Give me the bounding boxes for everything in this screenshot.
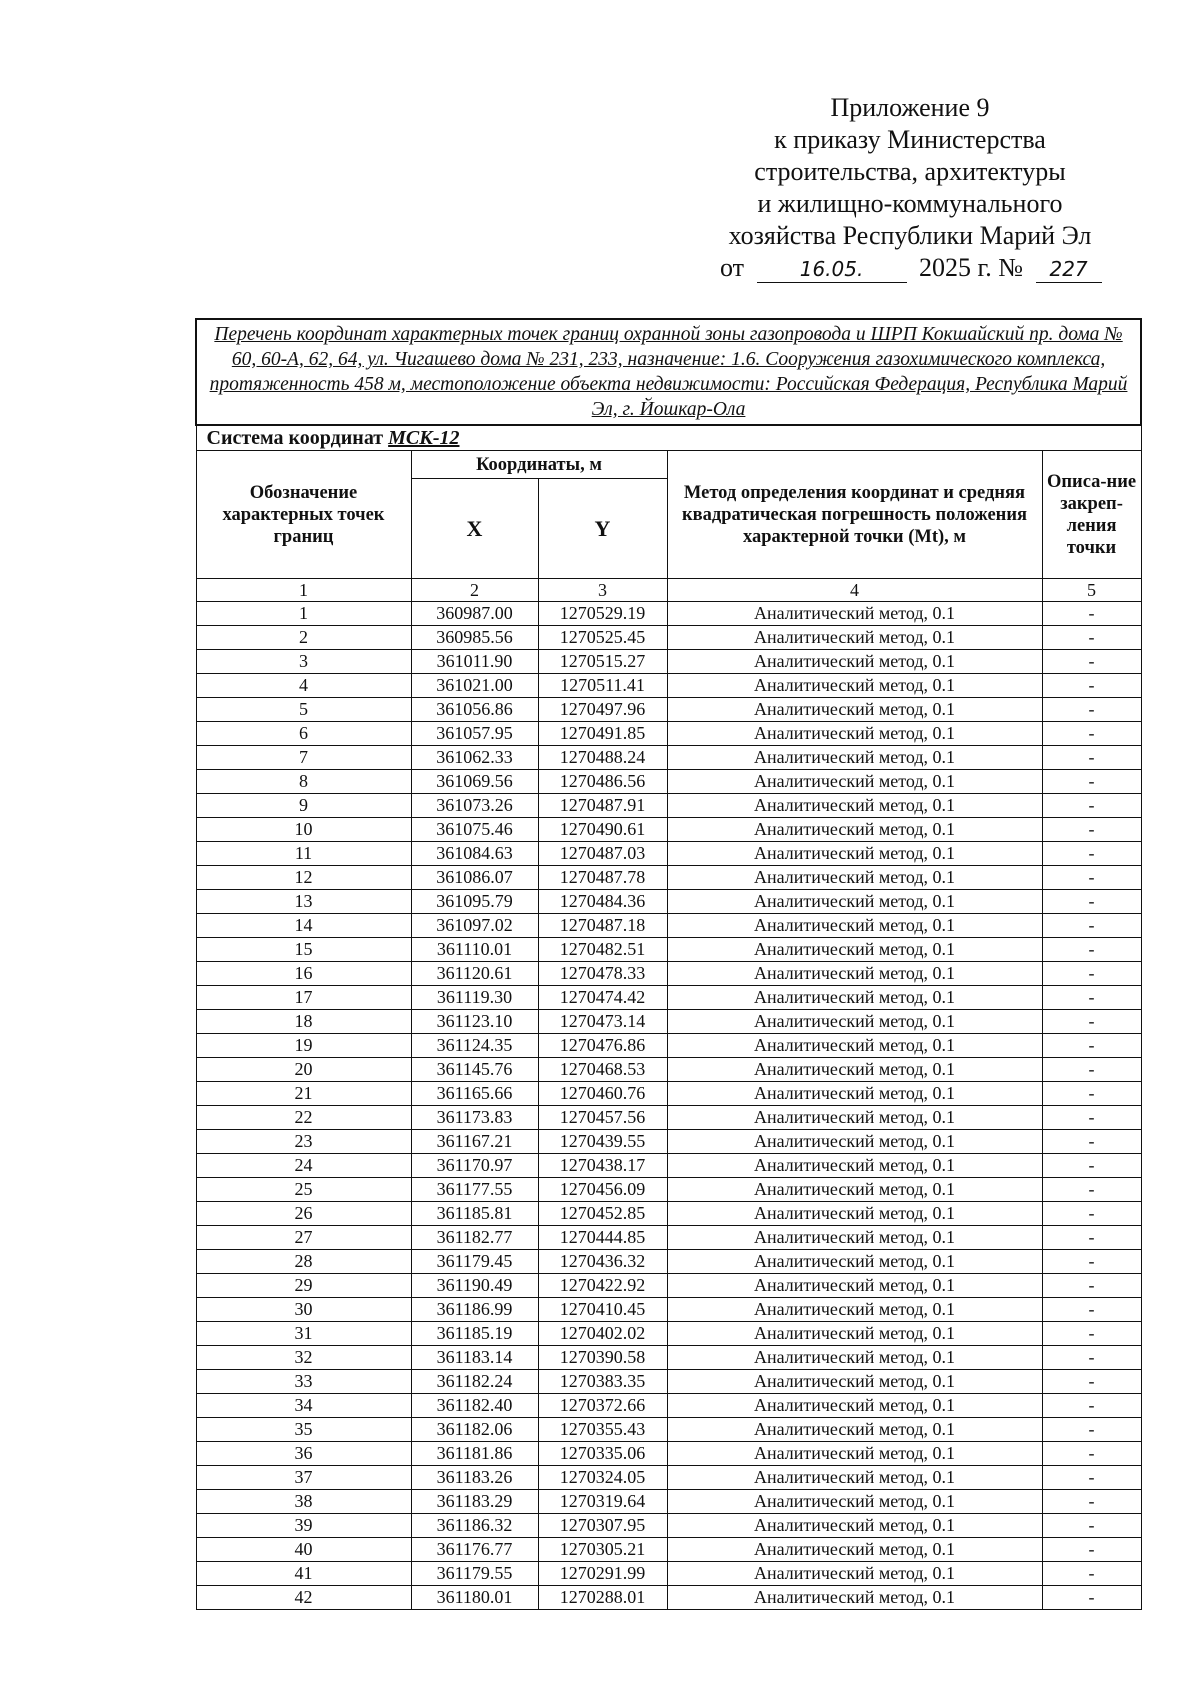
y-coordinate: 1270473.14 [538, 1010, 667, 1034]
x-coordinate: 361011.90 [411, 650, 538, 674]
table-row [196, 1226, 1141, 1250]
method-cell: Аналитический метод, 0.1 [667, 938, 1042, 962]
x-coordinate: 361183.14 [411, 1346, 538, 1370]
method-cell: Аналитический метод, 0.1 [667, 1058, 1042, 1082]
table-row [196, 890, 1141, 914]
header-point: Обозначение характерных точек границ [196, 451, 411, 579]
method-cell: Аналитический метод, 0.1 [667, 1178, 1042, 1202]
x-coordinate: 361056.86 [411, 698, 538, 722]
point-number: 31 [196, 1322, 411, 1346]
description-cell: - [1042, 1034, 1141, 1058]
coordinate-system-value: МСК-12 [388, 427, 460, 449]
description-cell: - [1042, 818, 1141, 842]
x-coordinate: 361167.21 [411, 1130, 538, 1154]
description-cell: - [1042, 1154, 1141, 1178]
table-row [196, 1394, 1141, 1418]
point-number: 17 [196, 986, 411, 1010]
handwritten-order-number: 227 [1036, 256, 1102, 283]
y-coordinate: 1270438.17 [538, 1154, 667, 1178]
table-row [196, 1178, 1141, 1202]
method-cell: Аналитический метод, 0.1 [667, 674, 1042, 698]
x-coordinate: 361120.61 [411, 962, 538, 986]
x-coordinate: 361190.49 [411, 1274, 538, 1298]
description-cell: - [1042, 842, 1141, 866]
table-row [196, 770, 1141, 794]
x-coordinate: 361073.26 [411, 794, 538, 818]
method-cell: Аналитический метод, 0.1 [667, 1466, 1042, 1490]
y-coordinate: 1270410.45 [538, 1298, 667, 1322]
description-cell: - [1042, 1178, 1141, 1202]
x-coordinate: 361186.32 [411, 1514, 538, 1538]
header-line: и жилищно-коммунального [757, 189, 1063, 218]
point-number: 8 [196, 770, 411, 794]
x-coordinate: 361180.01 [411, 1586, 538, 1610]
date-prefix: от [720, 253, 745, 282]
description-cell: - [1042, 1130, 1141, 1154]
method-cell: Аналитический метод, 0.1 [667, 770, 1042, 794]
point-number: 30 [196, 1298, 411, 1322]
description-cell: - [1042, 650, 1141, 674]
description-cell: - [1042, 674, 1141, 698]
header-x: X [411, 479, 538, 579]
table-row [196, 842, 1141, 866]
point-number: 9 [196, 794, 411, 818]
method-cell: Аналитический метод, 0.1 [667, 1154, 1042, 1178]
method-cell: Аналитический метод, 0.1 [667, 1562, 1042, 1586]
method-cell: Аналитический метод, 0.1 [667, 1226, 1042, 1250]
y-coordinate: 1270482.51 [538, 938, 667, 962]
method-cell: Аналитический метод, 0.1 [667, 842, 1042, 866]
method-cell: Аналитический метод, 0.1 [667, 890, 1042, 914]
method-cell: Аналитический метод, 0.1 [667, 1490, 1042, 1514]
method-cell: Аналитический метод, 0.1 [667, 818, 1042, 842]
method-cell: Аналитический метод, 0.1 [667, 1082, 1042, 1106]
method-cell: Аналитический метод, 0.1 [667, 1538, 1042, 1562]
x-coordinate: 361086.07 [411, 866, 538, 890]
description-cell: - [1042, 1250, 1141, 1274]
order-date-line [700, 252, 1120, 284]
column-number: 2 [411, 579, 538, 602]
y-coordinate: 1270484.36 [538, 890, 667, 914]
y-coordinate: 1270307.95 [538, 1514, 667, 1538]
description-cell: - [1042, 1562, 1141, 1586]
x-coordinate: 361182.40 [411, 1394, 538, 1418]
table-row [196, 602, 1141, 626]
table-row [196, 1274, 1141, 1298]
description-cell: - [1042, 1010, 1141, 1034]
description-cell: - [1042, 890, 1141, 914]
column-number: 4 [667, 579, 1042, 602]
point-number: 21 [196, 1082, 411, 1106]
method-cell: Аналитический метод, 0.1 [667, 1370, 1042, 1394]
table-row [196, 986, 1141, 1010]
method-cell: Аналитический метод, 0.1 [667, 1442, 1042, 1466]
y-coordinate: 1270288.01 [538, 1586, 667, 1610]
method-cell: Аналитический метод, 0.1 [667, 1394, 1042, 1418]
description-cell: - [1042, 794, 1141, 818]
table-row [196, 1154, 1141, 1178]
method-cell: Аналитический метод, 0.1 [667, 1034, 1042, 1058]
y-coordinate: 1270487.18 [538, 914, 667, 938]
x-coordinate: 361057.95 [411, 722, 538, 746]
description-cell: - [1042, 1298, 1141, 1322]
method-cell: Аналитический метод, 0.1 [667, 794, 1042, 818]
point-number: 5 [196, 698, 411, 722]
point-number: 35 [196, 1418, 411, 1442]
y-coordinate: 1270460.76 [538, 1082, 667, 1106]
y-coordinate: 1270390.58 [538, 1346, 667, 1370]
x-coordinate: 361075.46 [411, 818, 538, 842]
method-cell: Аналитический метод, 0.1 [667, 650, 1042, 674]
y-coordinate: 1270457.56 [538, 1106, 667, 1130]
method-cell: Аналитический метод, 0.1 [667, 1106, 1042, 1130]
x-coordinate: 361123.10 [411, 1010, 538, 1034]
point-number: 2 [196, 626, 411, 650]
y-coordinate: 1270478.33 [538, 962, 667, 986]
description-cell: - [1042, 986, 1141, 1010]
x-coordinate: 361119.30 [411, 986, 538, 1010]
point-number: 36 [196, 1442, 411, 1466]
point-number: 18 [196, 1010, 411, 1034]
point-number: 4 [196, 674, 411, 698]
coordinate-system-label: Система координат [206, 427, 384, 449]
point-number: 6 [196, 722, 411, 746]
x-coordinate: 361124.35 [411, 1034, 538, 1058]
method-cell: Аналитический метод, 0.1 [667, 962, 1042, 986]
point-number: 22 [196, 1106, 411, 1130]
y-coordinate: 1270402.02 [538, 1322, 667, 1346]
date-year: 2025 г. № [919, 253, 1024, 282]
description-cell: - [1042, 602, 1141, 626]
method-cell: Аналитический метод, 0.1 [667, 1010, 1042, 1034]
method-cell: Аналитический метод, 0.1 [667, 986, 1042, 1010]
y-coordinate: 1270529.19 [538, 602, 667, 626]
description-cell: - [1042, 1418, 1141, 1442]
method-cell: Аналитический метод, 0.1 [667, 626, 1042, 650]
description-cell: - [1042, 1394, 1141, 1418]
y-coordinate: 1270476.86 [538, 1034, 667, 1058]
x-coordinate: 361021.00 [411, 674, 538, 698]
description-cell: - [1042, 746, 1141, 770]
table-row [196, 698, 1141, 722]
y-coordinate: 1270474.42 [538, 986, 667, 1010]
y-coordinate: 1270487.78 [538, 866, 667, 890]
description-cell: - [1042, 1058, 1141, 1082]
table-row [196, 1586, 1141, 1610]
y-coordinate: 1270468.53 [538, 1058, 667, 1082]
description-cell: - [1042, 1226, 1141, 1250]
table-row [196, 1034, 1141, 1058]
column-number: 5 [1042, 579, 1141, 602]
y-coordinate: 1270355.43 [538, 1418, 667, 1442]
y-coordinate: 1270291.99 [538, 1562, 667, 1586]
table-row [196, 1490, 1141, 1514]
x-coordinate: 361179.55 [411, 1562, 538, 1586]
description-cell: - [1042, 1586, 1141, 1610]
y-coordinate: 1270444.85 [538, 1226, 667, 1250]
description-cell: - [1042, 698, 1141, 722]
method-cell: Аналитический метод, 0.1 [667, 866, 1042, 890]
column-number: 3 [538, 579, 667, 602]
description-cell: - [1042, 1538, 1141, 1562]
x-coordinate: 361181.86 [411, 1442, 538, 1466]
x-coordinate: 361182.77 [411, 1226, 538, 1250]
table-row [196, 1130, 1141, 1154]
header-line: строительства, архитектуры [754, 157, 1066, 186]
method-cell: Аналитический метод, 0.1 [667, 722, 1042, 746]
appendix-header [700, 92, 1120, 284]
table-row [196, 626, 1141, 650]
point-number: 42 [196, 1586, 411, 1610]
point-number: 14 [196, 914, 411, 938]
x-coordinate: 361145.76 [411, 1058, 538, 1082]
table-row [196, 1442, 1141, 1466]
description-cell: - [1042, 1490, 1141, 1514]
point-number: 10 [196, 818, 411, 842]
x-coordinate: 361179.45 [411, 1250, 538, 1274]
header-line: Приложение 9 [830, 93, 990, 122]
x-coordinate: 361182.06 [411, 1418, 538, 1442]
method-cell: Аналитический метод, 0.1 [667, 1418, 1042, 1442]
point-number: 16 [196, 962, 411, 986]
description-cell: - [1042, 914, 1141, 938]
x-coordinate: 361186.99 [411, 1298, 538, 1322]
description-cell: - [1042, 1274, 1141, 1298]
description-cell: - [1042, 1466, 1141, 1490]
point-number: 29 [196, 1274, 411, 1298]
point-number: 34 [196, 1394, 411, 1418]
y-coordinate: 1270456.09 [538, 1178, 667, 1202]
x-coordinate: 361095.79 [411, 890, 538, 914]
coordinate-system [196, 425, 1141, 451]
method-cell: Аналитический метод, 0.1 [667, 602, 1042, 626]
point-number: 26 [196, 1202, 411, 1226]
table-row [196, 1202, 1141, 1226]
x-coordinate: 361183.29 [411, 1490, 538, 1514]
method-cell: Аналитический метод, 0.1 [667, 1274, 1042, 1298]
y-coordinate: 1270525.45 [538, 626, 667, 650]
table-row [196, 1250, 1141, 1274]
point-number: 13 [196, 890, 411, 914]
x-coordinate: 361110.01 [411, 938, 538, 962]
point-number: 38 [196, 1490, 411, 1514]
y-coordinate: 1270335.06 [538, 1442, 667, 1466]
x-coordinate: 361097.02 [411, 914, 538, 938]
y-coordinate: 1270372.66 [538, 1394, 667, 1418]
point-number: 11 [196, 842, 411, 866]
point-number: 33 [196, 1370, 411, 1394]
table-row [196, 1562, 1141, 1586]
y-coordinate: 1270515.27 [538, 650, 667, 674]
table-row [196, 1058, 1141, 1082]
point-number: 41 [196, 1562, 411, 1586]
column-numbers-row [196, 579, 1141, 602]
y-coordinate: 1270383.35 [538, 1370, 667, 1394]
point-number: 25 [196, 1178, 411, 1202]
point-number: 32 [196, 1346, 411, 1370]
table-row [196, 1370, 1141, 1394]
description-cell: - [1042, 1322, 1141, 1346]
point-number: 7 [196, 746, 411, 770]
method-cell: Аналитический метод, 0.1 [667, 1298, 1042, 1322]
table-row [196, 914, 1141, 938]
table-row [196, 674, 1141, 698]
table-row [196, 866, 1141, 890]
x-coordinate: 360985.56 [411, 626, 538, 650]
point-number: 23 [196, 1130, 411, 1154]
method-cell: Аналитический метод, 0.1 [667, 746, 1042, 770]
description-cell: - [1042, 1106, 1141, 1130]
x-coordinate: 361170.97 [411, 1154, 538, 1178]
x-coordinate: 361182.24 [411, 1370, 538, 1394]
x-coordinate: 361176.77 [411, 1538, 538, 1562]
x-coordinate: 361185.81 [411, 1202, 538, 1226]
x-coordinate: 361183.26 [411, 1466, 538, 1490]
point-number: 19 [196, 1034, 411, 1058]
y-coordinate: 1270422.92 [538, 1274, 667, 1298]
point-number: 39 [196, 1514, 411, 1538]
x-coordinate: 360987.00 [411, 602, 538, 626]
point-number: 1 [196, 602, 411, 626]
x-coordinate: 361084.63 [411, 842, 538, 866]
table-row [196, 1418, 1141, 1442]
y-coordinate: 1270497.96 [538, 698, 667, 722]
table-row [196, 962, 1141, 986]
point-number: 12 [196, 866, 411, 890]
header-description: Описа-ние закреп-ления точки [1042, 451, 1141, 579]
point-number: 20 [196, 1058, 411, 1082]
description-cell: - [1042, 1442, 1141, 1466]
y-coordinate: 1270490.61 [538, 818, 667, 842]
point-number: 24 [196, 1154, 411, 1178]
table-row [196, 1538, 1141, 1562]
description-cell: - [1042, 722, 1141, 746]
header-line: хозяйства Республики Марий Эл [728, 221, 1092, 250]
y-coordinate: 1270491.85 [538, 722, 667, 746]
x-coordinate: 361062.33 [411, 746, 538, 770]
method-cell: Аналитический метод, 0.1 [667, 1346, 1042, 1370]
method-cell: Аналитический метод, 0.1 [667, 1322, 1042, 1346]
description-cell: - [1042, 1514, 1141, 1538]
description-cell: - [1042, 1202, 1141, 1226]
method-cell: Аналитический метод, 0.1 [667, 1586, 1042, 1610]
description-cell: - [1042, 1346, 1141, 1370]
method-cell: Аналитический метод, 0.1 [667, 698, 1042, 722]
coordinates-table [195, 318, 1142, 1610]
y-coordinate: 1270486.56 [538, 770, 667, 794]
header-method: Метод определения координат и средняя квадратическая погрешность положения характерной точки (Mt), м [667, 451, 1042, 579]
table-row [196, 1346, 1141, 1370]
table-row [196, 1082, 1141, 1106]
table-row [196, 1106, 1141, 1130]
point-number: 15 [196, 938, 411, 962]
handwritten-date: 16.05. [757, 256, 907, 283]
y-coordinate: 1270436.32 [538, 1250, 667, 1274]
point-number: 40 [196, 1538, 411, 1562]
y-coordinate: 1270452.85 [538, 1202, 667, 1226]
y-coordinate: 1270305.21 [538, 1538, 667, 1562]
table-row [196, 794, 1141, 818]
x-coordinate: 361069.56 [411, 770, 538, 794]
table-row [196, 650, 1141, 674]
description-cell: - [1042, 626, 1141, 650]
table-row [196, 818, 1141, 842]
x-coordinate: 361165.66 [411, 1082, 538, 1106]
point-number: 37 [196, 1466, 411, 1490]
point-number: 27 [196, 1226, 411, 1250]
description-cell: - [1042, 1082, 1141, 1106]
table-row [196, 1298, 1141, 1322]
method-cell: Аналитический метод, 0.1 [667, 1250, 1042, 1274]
x-coordinate: 361177.55 [411, 1178, 538, 1202]
table-row [196, 938, 1141, 962]
description-cell: - [1042, 770, 1141, 794]
description-cell: - [1042, 1370, 1141, 1394]
table-row [196, 1010, 1141, 1034]
y-coordinate: 1270488.24 [538, 746, 667, 770]
description-cell: - [1042, 938, 1141, 962]
y-coordinate: 1270511.41 [538, 674, 667, 698]
header-coordinates: Координаты, м [411, 451, 667, 479]
x-coordinate: 361185.19 [411, 1322, 538, 1346]
description-cell: - [1042, 962, 1141, 986]
table-row [196, 1322, 1141, 1346]
table-title: Перечень координат характерных точек границ охранной зоны газопровода и ШРП Кокшайский пр. дома № 60, 60-А, 62, 64, ул. Чигашево дома № 231, 233, назначение: 1.6. Сооружения газохимического комплекса, протяженность 458 м, местоположение объекта недвижимости: Российская Федерация, Республика Марий Эл, г. Йошкар-Ола [196, 319, 1141, 425]
description-cell: - [1042, 866, 1141, 890]
y-coordinate: 1270324.05 [538, 1466, 667, 1490]
table-row [196, 1466, 1141, 1490]
header-line: к приказу Министерства [774, 125, 1046, 154]
y-coordinate: 1270487.03 [538, 842, 667, 866]
point-number: 28 [196, 1250, 411, 1274]
method-cell: Аналитический метод, 0.1 [667, 914, 1042, 938]
method-cell: Аналитический метод, 0.1 [667, 1202, 1042, 1226]
x-coordinate: 361173.83 [411, 1106, 538, 1130]
y-coordinate: 1270439.55 [538, 1130, 667, 1154]
point-number: 3 [196, 650, 411, 674]
header-y: Y [538, 479, 667, 579]
y-coordinate: 1270487.91 [538, 794, 667, 818]
table-row [196, 722, 1141, 746]
column-number: 1 [196, 579, 411, 602]
table-row [196, 746, 1141, 770]
method-cell: Аналитический метод, 0.1 [667, 1130, 1042, 1154]
method-cell: Аналитический метод, 0.1 [667, 1514, 1042, 1538]
y-coordinate: 1270319.64 [538, 1490, 667, 1514]
table-row [196, 1514, 1141, 1538]
